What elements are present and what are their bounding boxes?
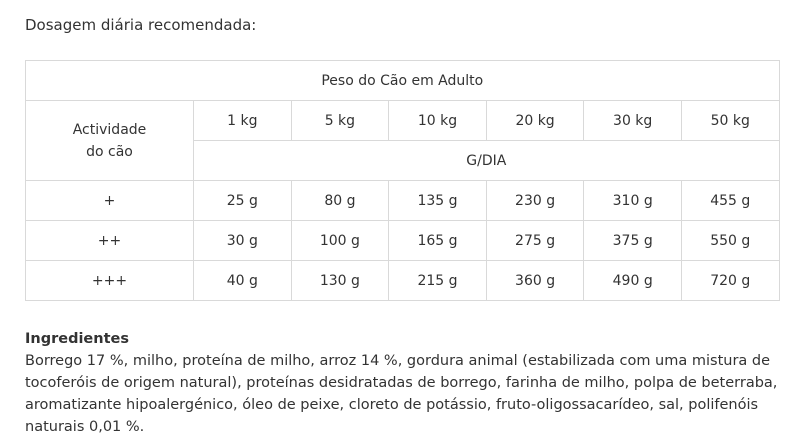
dosage-cell: 720 g: [681, 261, 779, 301]
table-header-row: [26, 61, 780, 101]
dosage-table: [25, 60, 780, 301]
dosage-cell: 230 g: [486, 181, 584, 221]
dosage-cell: 25 g: [194, 181, 292, 221]
activity-level-cell: ++: [26, 221, 194, 261]
table-row: [26, 181, 780, 221]
dosage-cell: 375 g: [584, 221, 682, 261]
adult-weight-header: Peso do Cão em Adulto: [26, 61, 780, 101]
weight-cell: 5 kg: [291, 101, 389, 141]
dosage-cell: 135 g: [389, 181, 487, 221]
dosage-cell: 80 g: [291, 181, 389, 221]
weight-cell: 30 kg: [584, 101, 682, 141]
dosage-intro: Dosagem diária recomendada:: [25, 16, 257, 34]
weight-cell: 20 kg: [486, 101, 584, 141]
dosage-cell: 165 g: [389, 221, 487, 261]
activity-level-cell: +: [26, 181, 194, 221]
dosage-cell: 490 g: [584, 261, 682, 301]
dosage-cell: 30 g: [194, 221, 292, 261]
ingredients-title: Ingredientes: [25, 331, 129, 347]
dosage-cell: 275 g: [486, 221, 584, 261]
weight-cell: 1 kg: [194, 101, 292, 141]
dosage-cell: 215 g: [389, 261, 487, 301]
table-row: [26, 221, 780, 261]
weights-row: [26, 101, 780, 141]
dosage-cell: 550 g: [681, 221, 779, 261]
weight-cell: 10 kg: [389, 101, 487, 141]
activity-label-cell: [26, 101, 194, 181]
activity-label-line1: Actividade: [72, 121, 147, 138]
ingredients-section: [25, 328, 785, 438]
dosage-cell: 455 g: [681, 181, 779, 221]
dosage-cell: 310 g: [584, 181, 682, 221]
dosage-cell: 360 g: [486, 261, 584, 301]
table-row: [26, 261, 780, 301]
dosage-cell: 40 g: [194, 261, 292, 301]
ingredients-text: Borrego 17 %, milho, proteína de milho, arroz 14 %, gordura animal (estabilizada com uma mistura de tocoferóis de origem natural), proteínas desidratadas de borrego, farinha de milho, polpa de beterraba, aromatizante hipoalergénico, óleo de peixe, cloreto de potássio, fruto-oligossacarídeo, sal, polifenóis naturais 0,01 %.: [25, 353, 778, 435]
dosage-cell: 100 g: [291, 221, 389, 261]
dosage-cell: 130 g: [291, 261, 389, 301]
weight-cell: 50 kg: [681, 101, 779, 141]
activity-level-cell: +++: [26, 261, 194, 301]
unit-header: G/DIA: [194, 141, 780, 181]
activity-label-line2: do cão: [86, 143, 133, 160]
